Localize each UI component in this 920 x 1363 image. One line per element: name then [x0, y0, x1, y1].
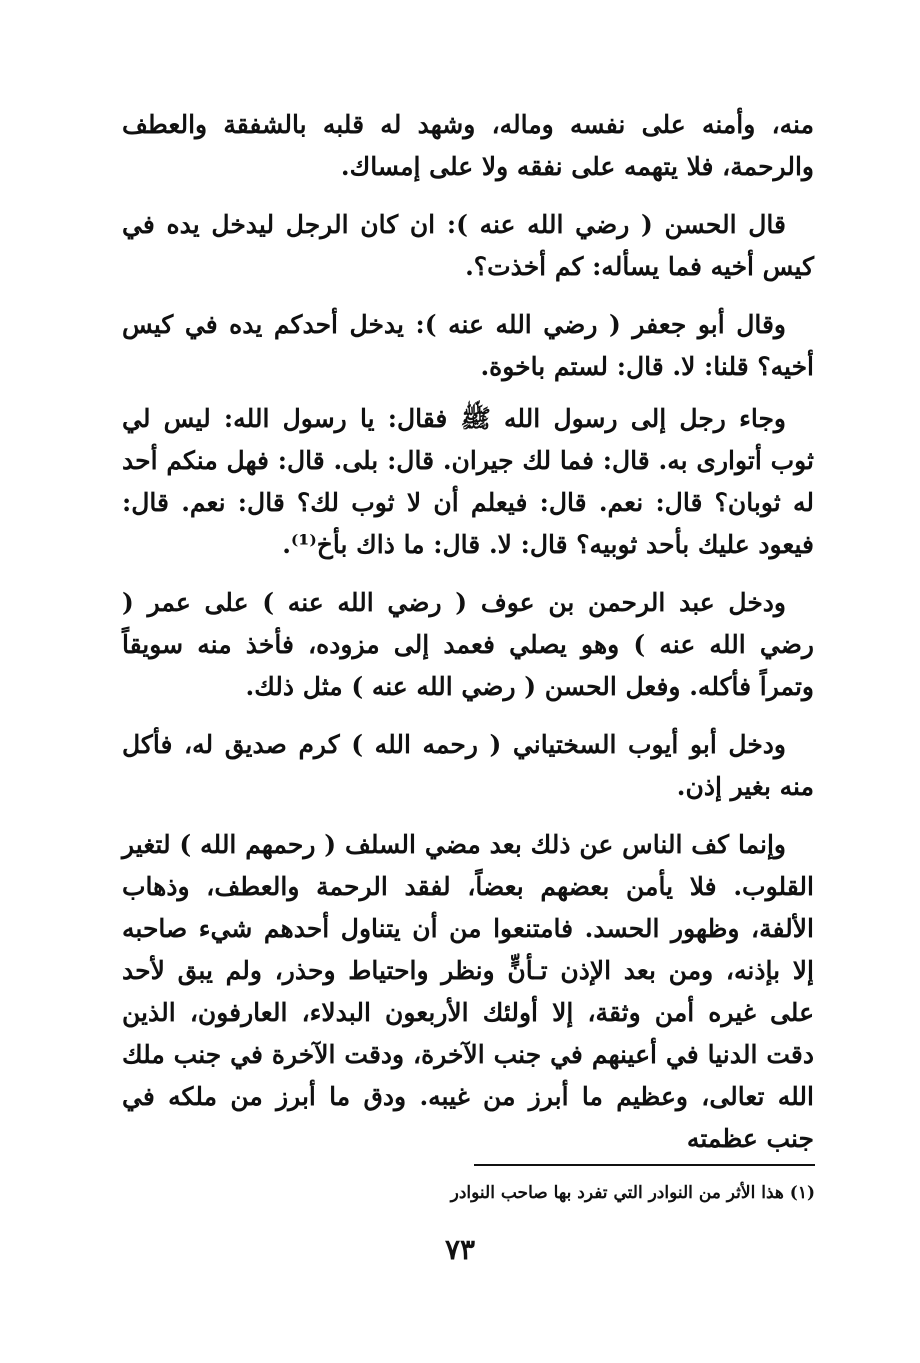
footnote: (١) هذا الأثر من النوادر التي تفرد بها صاحب النوادر	[450, 1183, 815, 1203]
paragraph-2: قال الحسن ( رضي الله عنه ): ان كان الرجل ليدخل يده في كيس أخيه فما يسأله: كم أخذت؟.	[122, 210, 814, 281]
paragraph-5: ودخل عبد الرحمن بن عوف ( رضي الله عنه ) على عمر ( رضي الله عنه ) وهو يصلي فعمد إلى مزوده، فأخذ منه سويقاً وتمراً فأكله. وفعل الحسن ( رضي الله عنه ) مثل ذلك.	[122, 588, 814, 701]
page-number: ٧٣	[444, 1233, 476, 1266]
paragraph-6: ودخل أبو أيوب السختياني ( رحمه الله ) كرم صديق له، فأكل منه بغير إذن.	[122, 730, 814, 801]
paragraph-4: وجاء رجل إلى رسول الله ﷺ فقال: يا رسول الله: ليس لي ثوب أتوارى به. قال: فما لك جيران. قال: بلى. قال: فهل منكم أحد له ثوبان؟ قال: نعم. قال: فيعلم أن لا ثوب لك؟ قال: نعم. قال: فيعود عليك بأحد ثوبيه؟ قال: لا. قال: ما ذاك بأخ⁽¹⁾.	[122, 404, 814, 559]
paragraph-1: منه، وأمنه على نفسه وماله، وشهد له قلبه بالشفقة والعطف والرحمة، فلا يتهمه على نفقه ولا على إمساك.	[122, 110, 814, 181]
main-text	[122, 104, 814, 1176]
paragraph-3: وقال أبو جعفر ( رضي الله عنه ): يدخل أحدكم يده في كيس أخيه؟ قلنا: لا. قال: لستم باخوة.	[122, 310, 814, 381]
paragraph-7: وإنما كف الناس عن ذلك بعد مضي السلف ( رحمهم الله ) لتغير القلوب. فلا يأمن بعضهم بعضاً، لفقد الرحمة والعطف، وذهاب الألفة، وظهور الحسد. فامتنعوا من أن يتناول أحدهم شيء صاحبه إلا بإذنه، ومن بعد الإذن تـأنٍّ ونظر واحتياط وحذر، ولم يبق لأحد على غيره أمن وثقة، إلا أولئك الأربعون البدلاء، العارفون، الذين دقت الدنيا في أعينهم في جنب الآخرة، ودقت الآخرة في جنب ملك الله تعالى، وعظيم ما أبرز من غيبه. ودق ما أبرز من ملكه في جنب عظمته	[122, 830, 814, 1153]
footnote-divider	[474, 1164, 815, 1166]
